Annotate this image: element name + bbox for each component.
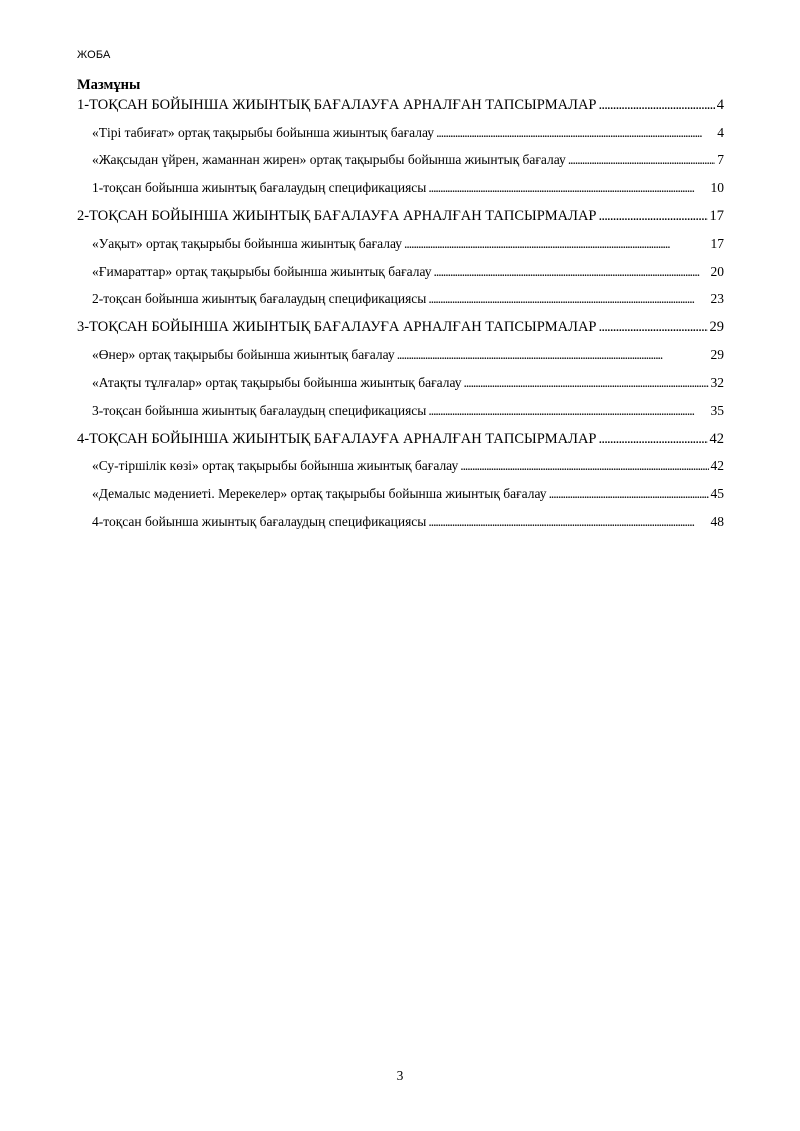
toc-entry-title: «Ғимараттар» ортақ тақырыбы бойынша жиынтық бағалау <box>92 264 432 279</box>
toc-subsection-entry[interactable] <box>92 514 724 530</box>
toc-dot-leader <box>460 458 708 474</box>
toc-subsection-entry[interactable] <box>92 347 724 363</box>
toc-entry-page: 48 <box>710 514 724 529</box>
toc-heading: Мазмұны <box>77 77 141 93</box>
toc-entry-title: 4-тоқсан бойынша жиынтық бағалаудың спецификациясы <box>92 514 427 529</box>
toc-entry-title: «Демалыс мәдениеті. Мерекелер» ортақ тақырыбы бойынша жиынтық бағалау <box>92 486 547 501</box>
toc-dot-leader <box>404 236 708 252</box>
toc-entry-page: 20 <box>710 264 724 279</box>
toc-dot-leader <box>549 486 709 502</box>
toc-dot-leader <box>428 514 708 530</box>
toc-dot-leader <box>436 125 715 141</box>
toc-dot-leader <box>568 152 715 168</box>
toc-subsection-entry[interactable] <box>92 486 724 502</box>
toc-entry-page: 42 <box>709 431 724 447</box>
toc-subsection-entry[interactable] <box>92 458 724 474</box>
toc-entry-title: 2-тоқсан бойынша жиынтық бағалаудың спецификациясы <box>92 291 427 306</box>
toc-entry-title: 3-ТОҚСАН БОЙЫНША ЖИЫНТЫҚ БАҒАЛАУҒА АРНАЛҒАН ТАПСЫРМАЛАР <box>77 319 597 335</box>
toc-entry-page: 7 <box>717 152 724 167</box>
toc-entry-title: 1-ТОҚСАН БОЙЫНША ЖИЫНТЫҚ БАҒАЛАУҒА АРНАЛҒАН ТАПСЫРМАЛАР <box>77 97 597 113</box>
toc-entry-title: «Уақыт» ортақ тақырыбы бойынша жиынтық бағалау <box>92 236 403 251</box>
toc-entry-title: 4-ТОҚСАН БОЙЫНША ЖИЫНТЫҚ БАҒАЛАУҒА АРНАЛҒАН ТАПСЫРМАЛАР <box>77 431 597 447</box>
toc-entry-title: 3-тоқсан бойынша жиынтық бағалаудың спецификациясы <box>92 403 427 418</box>
toc-section-entry[interactable] <box>77 97 724 114</box>
toc-entry-title: «Су-тіршілік көзі» ортақ тақырыбы бойынша жиынтық бағалау <box>92 458 459 473</box>
toc-dot-leader <box>428 180 708 196</box>
toc-entry-page: 32 <box>710 375 724 390</box>
toc-subsection-entry[interactable] <box>92 152 724 168</box>
toc-dot-leader <box>428 291 708 307</box>
toc-entry-page: 35 <box>710 403 724 418</box>
toc-dot-leader <box>464 375 709 391</box>
toc-entry-page: 4 <box>716 97 724 113</box>
toc-entry-page: 29 <box>709 319 724 335</box>
toc-entry-title: 1-тоқсан бойынша жиынтық бағалаудың спецификациясы <box>92 180 427 195</box>
toc-dot-leader <box>599 208 708 225</box>
toc-entry-page: 17 <box>709 208 724 224</box>
toc-dot-leader <box>599 431 708 448</box>
toc-section-entry[interactable] <box>77 319 724 336</box>
toc-section-entry[interactable] <box>77 208 724 225</box>
toc-subsection-entry[interactable] <box>92 291 724 307</box>
toc-subsection-entry[interactable] <box>92 180 724 196</box>
toc-entry-page: 23 <box>710 291 724 306</box>
toc-entry-title: «Жақсыдан үйрен, жаманнан жирен» ортақ тақырыбы бойынша жиынтық бағалау <box>92 152 566 167</box>
toc-subsection-entry[interactable] <box>92 125 724 141</box>
toc-entry-page: 45 <box>710 486 724 501</box>
toc-entry-title: «Өнер» ортақ тақырыбы бойынша жиынтық бағалау <box>92 347 395 362</box>
toc-dot-leader <box>397 347 709 363</box>
toc-subsection-entry[interactable] <box>92 264 724 280</box>
toc-section-entry[interactable] <box>77 431 724 448</box>
toc-entry-title: «Тірі табиғат» ортақ тақырыбы бойынша жиынтық бағалау <box>92 125 435 140</box>
toc-entry-title: «Атақты тұлғалар» ортақ тақырыбы бойынша жиынтық бағалау <box>92 375 462 390</box>
toc-entry-page: 29 <box>710 347 724 362</box>
toc-entry-page: 42 <box>710 458 724 473</box>
toc-subsection-entry[interactable] <box>92 375 724 391</box>
toc-entry-title: 2-ТОҚСАН БОЙЫНША ЖИЫНТЫҚ БАҒАЛАУҒА АРНАЛҒАН ТАПСЫРМАЛАР <box>77 208 597 224</box>
toc-dot-leader <box>599 97 715 114</box>
toc-subsection-entry[interactable] <box>92 403 724 419</box>
draft-label: ЖОБА <box>77 49 111 61</box>
toc-dot-leader <box>428 403 708 419</box>
page-number: 3 <box>396 1068 404 1083</box>
toc-dot-leader <box>434 264 709 280</box>
toc-dot-leader <box>599 319 708 336</box>
toc-entry-page: 4 <box>717 125 724 140</box>
toc-entry-page: 17 <box>710 236 724 251</box>
toc-entry-page: 10 <box>710 180 724 195</box>
toc-subsection-entry[interactable] <box>92 236 724 252</box>
